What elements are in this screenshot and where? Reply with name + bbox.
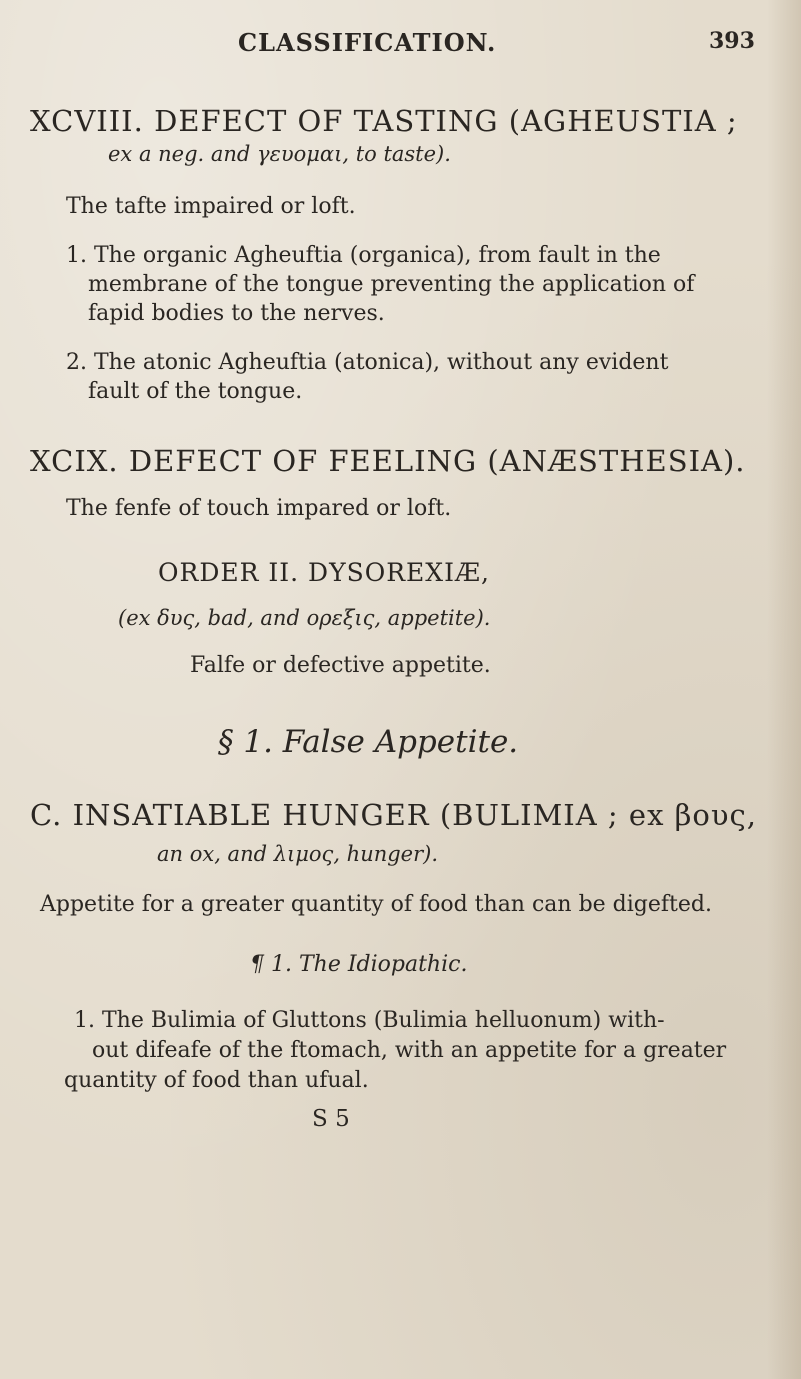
section-heading-c: C. INSATIABLE HUNGER (BULIMIA ; ex βους,	[30, 798, 757, 832]
section-heading-xcix: XCIX. DEFECT OF FEELING (ANÆSTHESIA).	[30, 444, 746, 478]
list-item-organic-line2: membrane of the tongue preventing the application of	[88, 272, 695, 297]
order-description: Falfe or defective appetite.	[190, 653, 491, 678]
section-description-xcviii: The tafte impaired or loft.	[66, 194, 356, 219]
order-heading: ORDER II. DYSOREXIÆ,	[158, 558, 490, 587]
running-title: CLASSIFICATION.	[238, 28, 497, 57]
list-item-gluttons-line1: 1. The Bulimia of Gluttons (Bulimia helluonum) with-	[74, 1008, 665, 1033]
signature-mark: S 5	[312, 1106, 350, 1132]
section-title-false-appetite: § 1. False Appetite.	[218, 724, 519, 760]
list-item-gluttons-line2: out difeafe of the ftomach, with an appetite for a greater	[92, 1038, 727, 1063]
order-etymology: (ex δυς, bad, and ορεξις, appetite).	[118, 606, 491, 630]
section-description-xcix: The fenfe of touch impared or loft.	[66, 496, 452, 521]
list-item-organic-line3: fapid bodies to the nerves.	[88, 301, 385, 326]
page-number: 393	[709, 28, 755, 54]
section-etymology-xcviii: ex a neg. and γευομαι, to taste).	[108, 142, 451, 166]
page-edge-shadow	[767, 0, 801, 1379]
list-item-atonic-line1: 2. The atonic Agheuftia (atonica), without any evident	[66, 350, 669, 375]
section-heading-xcviii: XCVIII. DEFECT OF TASTING (AGHEUSTIA ;	[30, 104, 738, 138]
list-item-gluttons-line3: quantity of food than ufual.	[64, 1068, 369, 1093]
section-description-c: Appetite for a greater quantity of food than can be digefted.	[40, 892, 712, 917]
section-etymology-c: an ox, and λιμος, hunger).	[157, 842, 439, 866]
paragraph-title-idiopathic: ¶ 1. The Idiopathic.	[250, 952, 468, 977]
list-item-organic-line1: 1. The organic Agheuftia (organica), from fault in the	[66, 243, 661, 268]
list-item-atonic-line2: fault of the tongue.	[88, 379, 303, 404]
